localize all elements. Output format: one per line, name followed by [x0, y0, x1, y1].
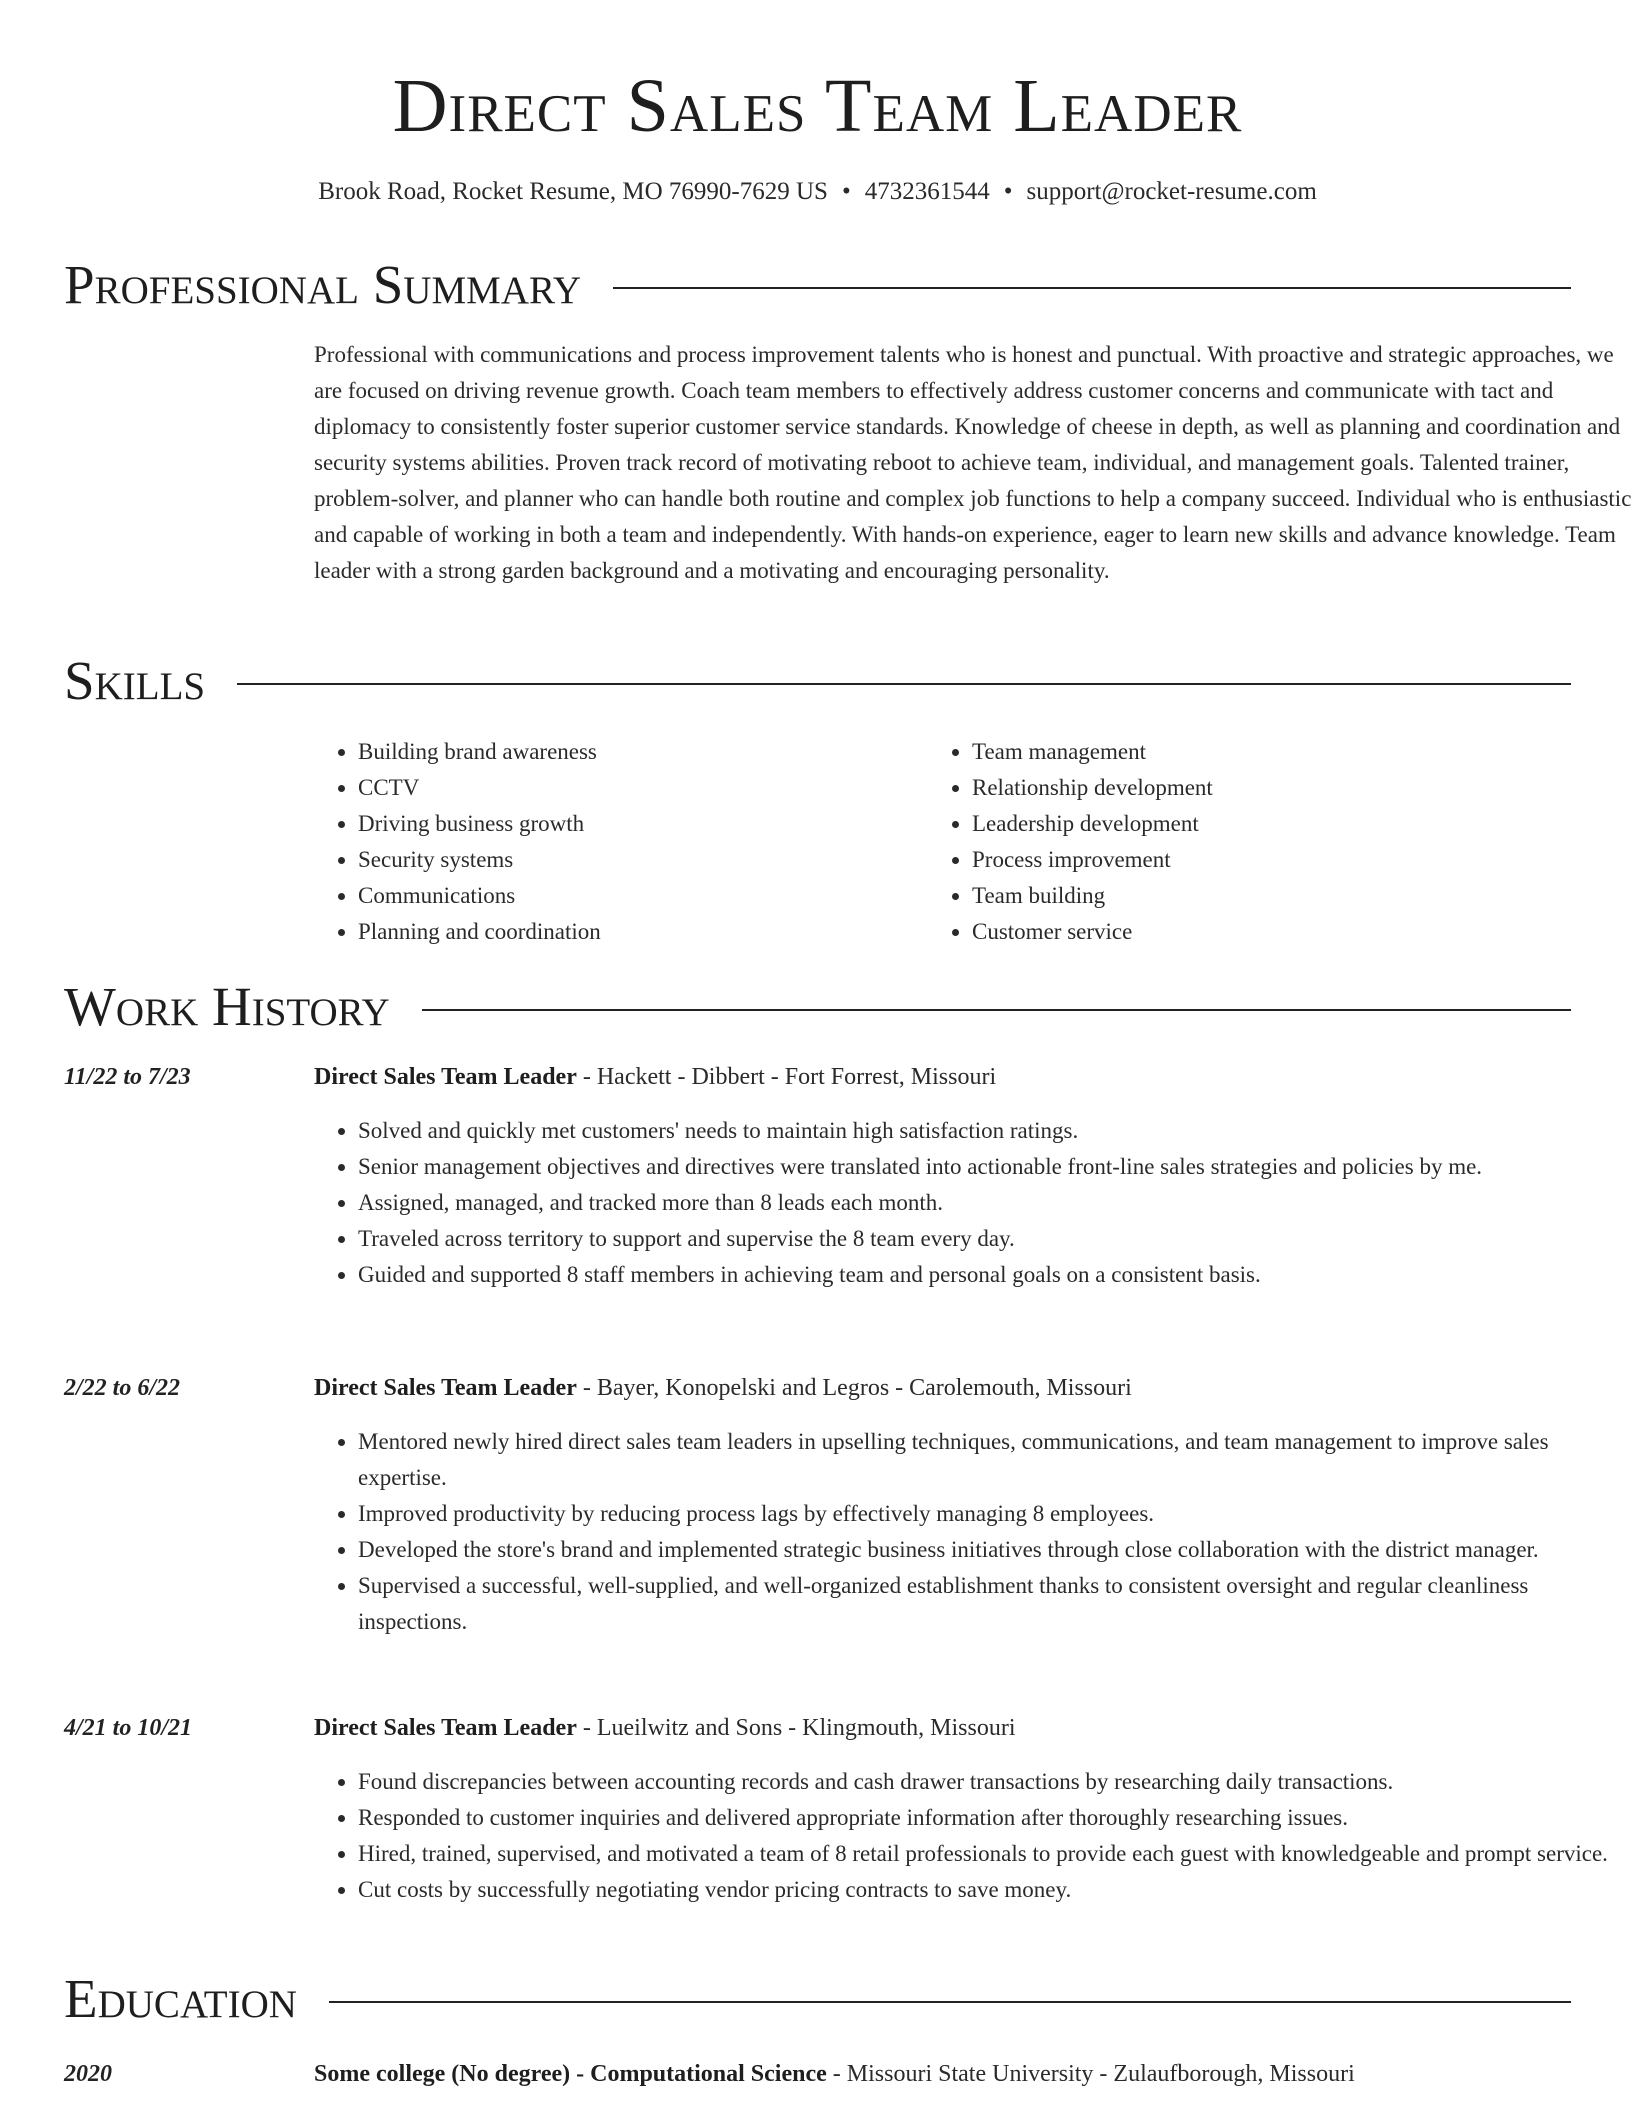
- section-divider: [329, 2001, 1571, 2003]
- job-bullet: • Assigned, managed, and tracked more than 8 leads each month.: [358, 1185, 1620, 1221]
- job-bullet: • Cut costs by successfully negotiating vendor pricing contracts to save money.: [358, 1872, 1620, 1908]
- job-role: Direct Sales Team Leader: [314, 1375, 577, 1401]
- contact-email: support@rocket-resume.com: [1026, 178, 1317, 205]
- job-details: - Bayer, Konopelski and Legros - Carolemouth, Missouri: [576, 1375, 1132, 1401]
- section-divider: [237, 683, 1571, 685]
- job-details: - Lueilwitz and Sons - Klingmouth, Missouri: [576, 1715, 1016, 1741]
- skill-item: • Team building: [972, 878, 1532, 914]
- job-dates: 4/21 to 10/21: [64, 1715, 193, 1741]
- skill-item: • Process improvement: [972, 842, 1532, 878]
- education-degree: Some college (No degree) - Computational Science: [314, 2061, 827, 2087]
- skill-item: • Team management: [972, 734, 1532, 770]
- skill-item: • Planning and coordination: [358, 914, 918, 950]
- job-role: Direct Sales Team Leader: [314, 1715, 577, 1741]
- job-bullet: • Solved and quickly met customers' needs to maintain high satisfaction ratings.: [358, 1113, 1620, 1149]
- skill-item: • Communications: [358, 878, 918, 914]
- skills-section-header: [64, 646, 1571, 716]
- job-details: - Hackett - Dibbert - Fort Forrest, Missouri: [576, 1064, 997, 1090]
- job-heading: [314, 1710, 1604, 1746]
- job-bullet: • Responded to customer inquiries and delivered appropriate information after thoroughly researching issues.: [358, 1800, 1620, 1836]
- job-bullet: • Found discrepancies between accounting records and cash drawer transactions by researching daily transactions.: [358, 1764, 1620, 1800]
- contact-separator: •: [841, 178, 851, 205]
- job-heading: [314, 1370, 1604, 1406]
- education-section-header: [64, 1964, 1571, 2034]
- education-heading: [314, 2056, 1604, 2092]
- work-section-header: [64, 972, 1571, 1042]
- skill-item: • Building brand awareness: [358, 734, 918, 770]
- skill-item: • Driving business growth: [358, 806, 918, 842]
- education-title: Education: [64, 1968, 297, 2029]
- education-year: 2020: [64, 2061, 112, 2087]
- job-bullet: • Developed the store's brand and implemented strategic business initiatives through close collaboration with the district manager.: [358, 1532, 1620, 1568]
- job-bullets: [314, 1424, 1620, 1640]
- job-heading: [314, 1059, 1604, 1095]
- summary-text: Professional with communications and process improvement talents who is honest and punctual. With proactive and strategic approaches, we are focused on driving revenue growth. Coach team members to effectively address customer concerns and communicate with tact and diplomacy to consistently foster superior customer service standards. Knowledge of cheese in depth, as well as planning and coordination and security systems abilities. Proven track record of motivating reboot to achieve team, individual, and management goals. Talented trainer, problem-solver, and planner who can handle both routine and complex job functions to help a company succeed. Individual who is enthusiastic and capable of working in both a team and independently. With hands-on experience, eager to learn new skills and advance knowledge. Team leader with a strong garden background and a motivating and encouraging personality.: [314, 342, 1632, 583]
- job-bullet: • Mentored newly hired direct sales team leaders in upselling techniques, communications, and team management to improve sales expertise.: [358, 1424, 1620, 1496]
- job-bullets: [314, 1764, 1620, 1908]
- job-bullet: • Traveled across territory to support and supervise the 8 team every day.: [358, 1221, 1620, 1257]
- job-bullet: • Guided and supported 8 staff members in achieving team and personal goals on a consistent basis.: [358, 1257, 1620, 1293]
- education-details: - Missouri State University - Zulaufborough, Missouri: [826, 2061, 1355, 2087]
- section-divider: [422, 1009, 1571, 1011]
- job-bullet: • Senior management objectives and directives were translated into actionable front-line sales strategies and policies by me.: [358, 1149, 1620, 1185]
- job-bullets: [314, 1113, 1620, 1293]
- work-title: Work History: [64, 976, 390, 1037]
- skill-item: • Customer service: [972, 914, 1532, 950]
- job-bullet: • Hired, trained, supervised, and motivated a team of 8 retail professionals to provide each guest with knowledgeable and prompt service.: [358, 1836, 1620, 1872]
- skills-list-right: [928, 734, 1532, 950]
- summary-title: Professional Summary: [64, 254, 582, 315]
- contact-address: Brook Road, Rocket Resume, MO 76990-7629 US: [318, 178, 828, 205]
- skills-list-left: [314, 734, 918, 950]
- contact-separator: •: [1003, 178, 1013, 205]
- skill-item: • CCTV: [358, 770, 918, 806]
- job-role: Direct Sales Team Leader: [314, 1064, 577, 1090]
- summary-section-header: [64, 250, 1571, 320]
- skill-item: • Security systems: [358, 842, 918, 878]
- job-bullet: • Supervised a successful, well-supplied, and well-organized establishment thanks to consistent oversight and regular cleanliness inspections.: [358, 1568, 1620, 1640]
- job-dates: 2/22 to 6/22: [64, 1375, 181, 1401]
- skill-item: • Relationship development: [972, 770, 1532, 806]
- skill-item: • Leadership development: [972, 806, 1532, 842]
- contact-phone: 4732361544: [864, 178, 990, 205]
- contact-line: [64, 172, 1571, 212]
- resume-name: Direct Sales Team Leader: [392, 64, 1243, 148]
- job-bullet: • Improved productivity by reducing process lags by effectively managing 8 employees.: [358, 1496, 1620, 1532]
- job-dates: 11/22 to 7/23: [64, 1064, 191, 1090]
- skills-title: Skills: [64, 650, 206, 711]
- section-divider: [613, 287, 1571, 289]
